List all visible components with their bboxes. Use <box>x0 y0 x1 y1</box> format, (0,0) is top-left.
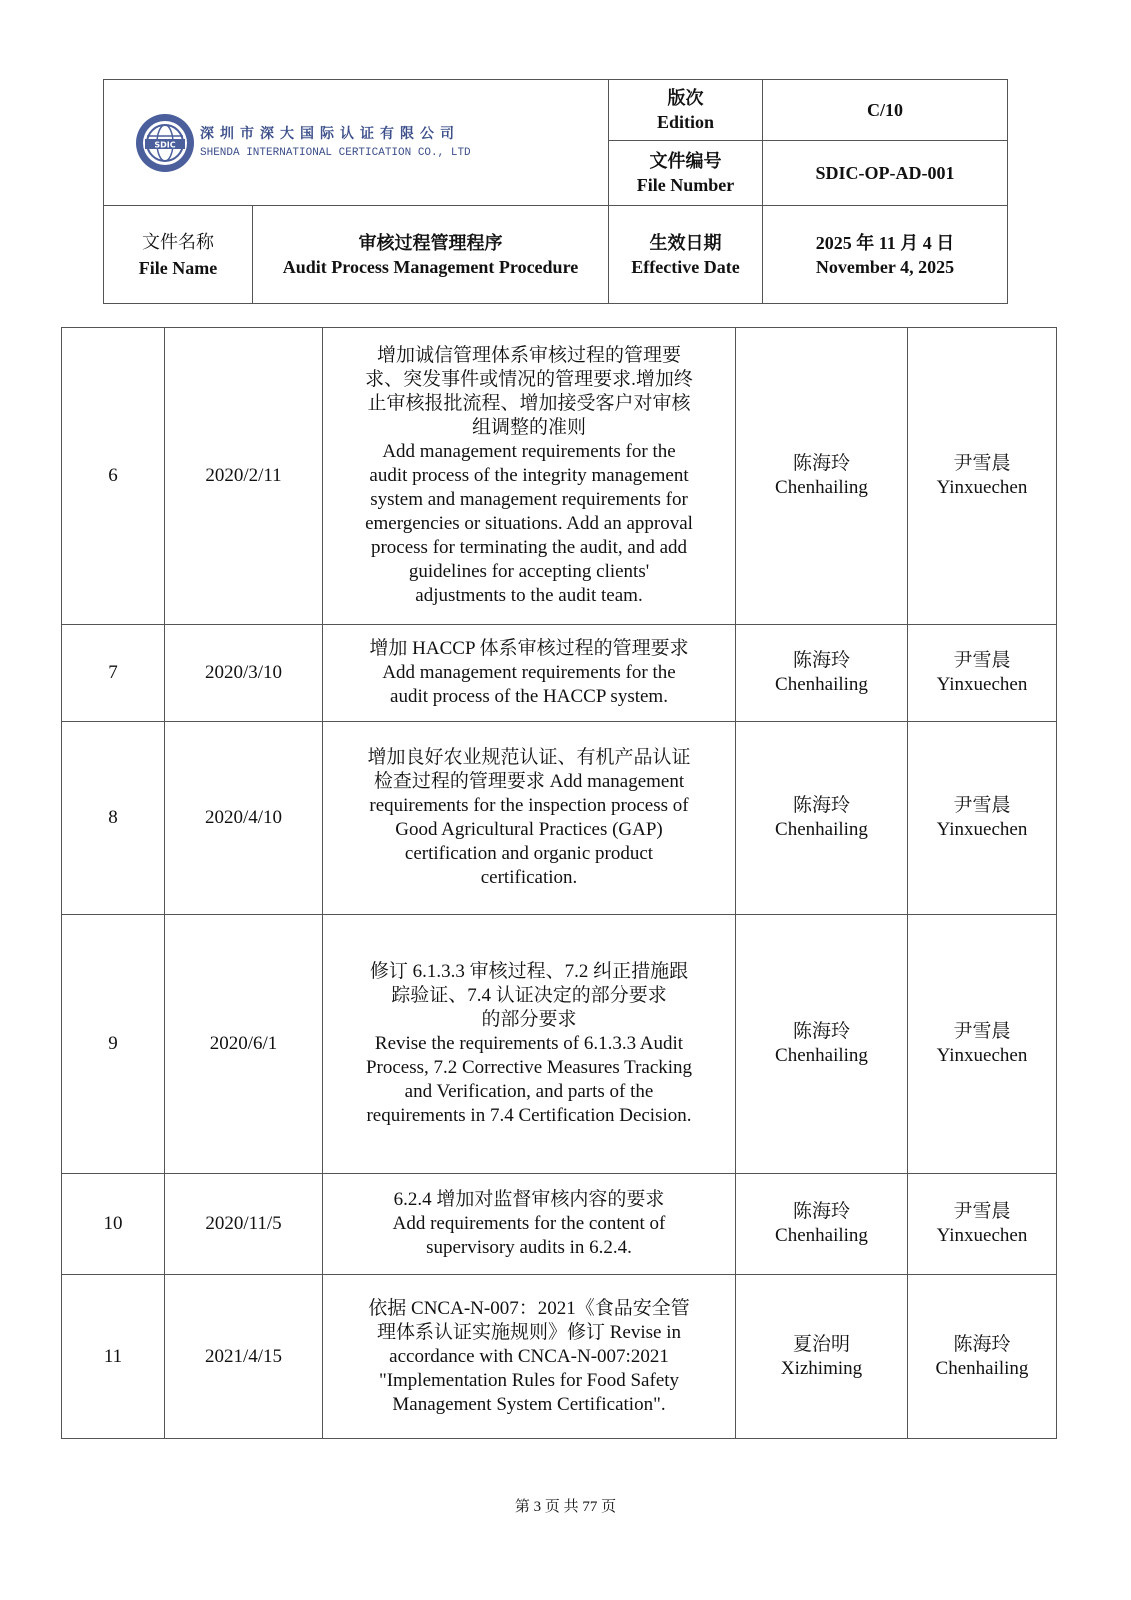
revision-date: 2020/3/10 <box>165 625 323 722</box>
revision-number: 11 <box>62 1275 165 1439</box>
revision-description: 增加诚信管理体系审核过程的管理要 求、突发事件或情况的管理要求.增加终 止审核报批流程、增加接受客户对审核 组调整的准则 Add management requirements for the audit process of the integrity management system and management requirements for emergencies or situations. Add an approval process for terminating the audit, and add guidelines for accepting clients' adjustments to the audit team. <box>323 328 736 625</box>
revision-number: 7 <box>62 625 165 722</box>
revision-row <box>62 722 1057 915</box>
revision-author: 夏治明 Xizhiming <box>736 1275 908 1439</box>
revision-approver: 尹雪晨 Yinxuechen <box>908 915 1057 1174</box>
revision-date: 2020/6/1 <box>165 915 323 1174</box>
edition-label: 版次 Edition <box>609 80 763 141</box>
revision-author: 陈海玲 Chenhailing <box>736 1174 908 1275</box>
effective-date-value: 2025 年 11 月 4 日 November 4, 2025 <box>763 206 1008 304</box>
file-number-label: 文件编号 File Number <box>609 141 763 206</box>
file-number-value: SDIC-OP-AD-001 <box>763 141 1008 206</box>
revision-number: 8 <box>62 722 165 915</box>
revision-description: 增加良好农业规范认证、有机产品认证 检查过程的管理要求 Add management requirements for the inspection process of Good Agricultural Practices (GAP) certification and organic product certification. <box>323 722 736 915</box>
revision-approver: 尹雪晨 Yinxuechen <box>908 722 1057 915</box>
revision-number: 9 <box>62 915 165 1174</box>
company-name-cn: 深圳市深大国际认证有限公司 <box>200 126 460 142</box>
page-footer: 第 3 页 共 77 页 <box>514 1499 617 1515</box>
revision-row <box>62 328 1057 625</box>
revision-approver: 陈海玲 Chenhailing <box>908 1275 1057 1439</box>
revision-date: 2020/2/11 <box>165 328 323 625</box>
revision-number: 10 <box>62 1174 165 1275</box>
file-name-label: 文件名称 File Name <box>104 206 253 304</box>
document-title: 审核过程管理程序 Audit Process Management Procedure <box>253 206 609 304</box>
company-logo-cell <box>104 80 609 206</box>
edition-value: C/10 <box>763 80 1008 141</box>
sdic-globe-logo-icon <box>134 112 196 174</box>
svg-text:SDIC: SDIC <box>154 140 176 149</box>
revision-description: 增加 HACCP 体系审核过程的管理要求 Add management requirements for the audit process of the HACCP system. <box>323 625 736 722</box>
revision-date: 2021/4/15 <box>165 1275 323 1439</box>
revision-author: 陈海玲 Chenhailing <box>736 328 908 625</box>
document-header-table <box>103 79 1008 304</box>
revision-approver: 尹雪晨 Yinxuechen <box>908 1174 1057 1275</box>
revision-approver: 尹雪晨 Yinxuechen <box>908 625 1057 722</box>
revision-author: 陈海玲 Chenhailing <box>736 915 908 1174</box>
revision-description: 依据 CNCA-N-007：2021《食品安全管 理体系认证实施规则》修订 Revise in accordance with CNCA-N-007:2021 "Implementation Rules for Food Safety Management System Certification". <box>323 1275 736 1439</box>
revision-description: 6.2.4 增加对监督审核内容的要求 Add requirements for the content of supervisory audits in 6.2.4. <box>323 1174 736 1275</box>
company-name-en: SHENDA INTERNATIONAL CERTICATION CO., LTD <box>200 146 471 159</box>
revision-row <box>62 625 1057 722</box>
revision-date: 2020/4/10 <box>165 722 323 915</box>
revision-date: 2020/11/5 <box>165 1174 323 1275</box>
revision-approver: 尹雪晨 Yinxuechen <box>908 328 1057 625</box>
revision-row <box>62 1174 1057 1275</box>
revision-number: 6 <box>62 328 165 625</box>
revision-row <box>62 1275 1057 1439</box>
revision-author: 陈海玲 Chenhailing <box>736 625 908 722</box>
revision-description: 修订 6.1.3.3 审核过程、7.2 纠正措施跟 踪验证、7.4 认证决定的部分要求 的部分要求 Revise the requirements of 6.1.3.3 Audit Process, 7.2 Corrective Measures Tracking and Verification, and parts of the requirements in 7.4 Certification Decision. <box>323 915 736 1174</box>
revision-history-table <box>61 327 1057 1439</box>
revision-row <box>62 915 1057 1174</box>
revision-author: 陈海玲 Chenhailing <box>736 722 908 915</box>
effective-date-label: 生效日期 Effective Date <box>609 206 763 304</box>
